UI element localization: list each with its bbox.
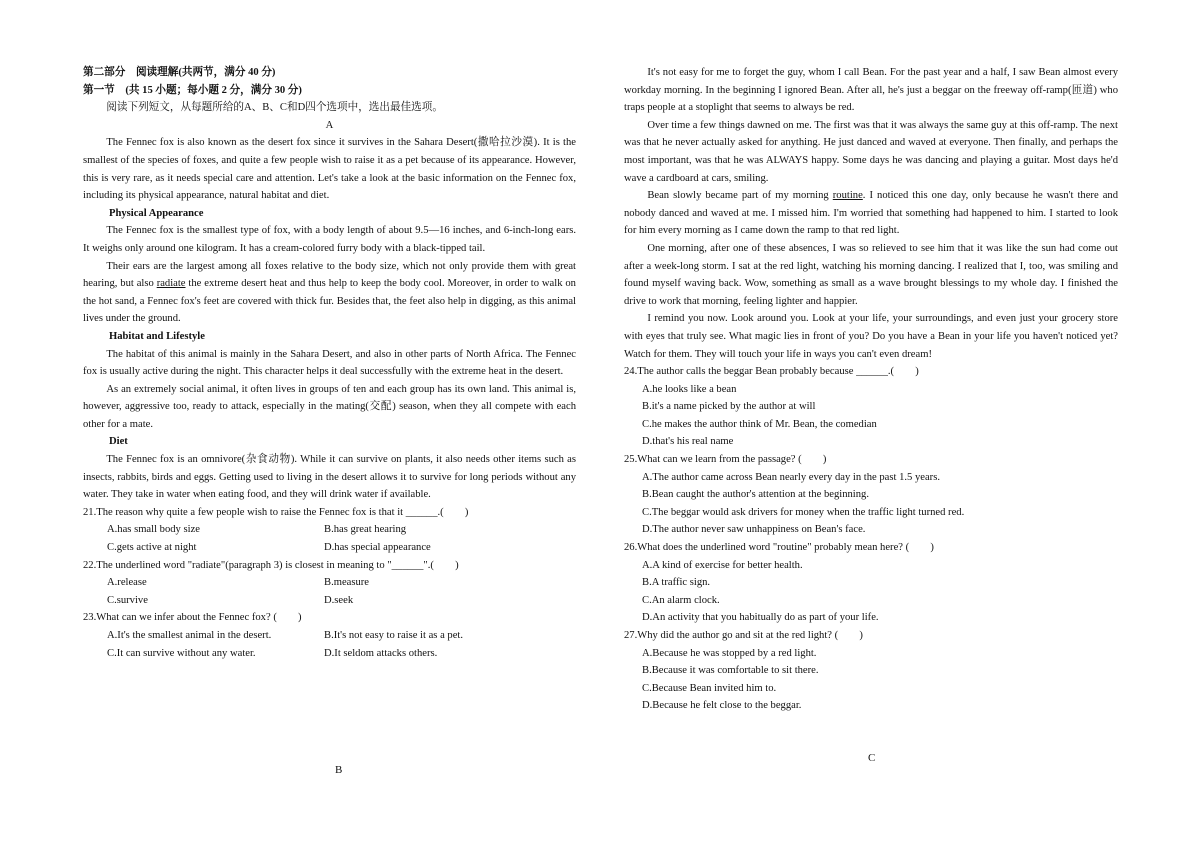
section-title: 第一节 (共 15 小题；每小题 2 分，满分 30 分) bbox=[83, 84, 302, 96]
question-27: 27.Why did the author go and sit at the red light? ( ) bbox=[624, 630, 863, 641]
option-22-b: B.measure bbox=[324, 577, 370, 589]
question-21-options bbox=[83, 521, 576, 556]
option-25-a: A.The author came across Bean nearly every day in the past 1.5 years. bbox=[642, 471, 940, 483]
passage-letter-b: B bbox=[335, 764, 343, 776]
option-27-c: C.Because Bean invited him to. bbox=[642, 682, 777, 694]
option-26-d: D.An activity that you habitually do as part of your life. bbox=[642, 612, 879, 624]
question-22: 22.The underlined word "radiate"(paragraph 3) is closest in meaning to "______".( ) bbox=[83, 559, 459, 571]
question-22-options bbox=[83, 574, 576, 609]
passage-b-paragraph-5: I remind you now. Look around you. Look at your life, your surroundings, and even just your grocery store with eyes that truly see. What magic lies in front of you? Do you have a Bean in your life you haven't noticed yet? Watch for them. They will touch your life in ways you can't even dream! bbox=[624, 313, 1118, 360]
question-26: 26.What does the underlined word "routine" probably mean here? ( ) bbox=[624, 542, 934, 554]
question-24-options bbox=[624, 381, 1118, 451]
question-23: 23.What can we infer about the Fennec fox? ( ) bbox=[83, 612, 302, 624]
question-25: 25.What can we learn from the passage? ( ) bbox=[624, 454, 827, 466]
question-25-options bbox=[624, 469, 1118, 539]
right-column bbox=[624, 64, 1118, 715]
passage-a-intro: The Fennec fox is also known as the desert fox since it survives in the Sahara Desert(撒哈拉沙漠). It is the smallest of the species of foxes, and quite a few people wish to raise it as a pet because of its appearance. However, this is very rare, as it needs special care and attention. Let's take a look at the basic information on the Fennec fox, including its physical appearance, natural habitat and diet. bbox=[83, 137, 576, 202]
passage-b-paragraph-3 bbox=[624, 187, 1118, 240]
paragraph-habitat-1: The habitat of this animal is mainly in the Sahara Desert, and also in other parts of North Africa. The Fennec fox is usually active during the night. This character helps it deal successfully with the extreme heat in the desert. bbox=[83, 348, 576, 378]
instruction: 阅读下列短文，从每题所给的A、B、C和D四个选项中，选出最佳选项。 bbox=[106, 102, 443, 114]
option-21-a: A.has small body size bbox=[107, 524, 200, 536]
passage-b-paragraph-3-a: Bean slowly became part of my morning bbox=[647, 190, 833, 202]
part-title: 第二部分 阅读理解(共两节，满分 40 分) bbox=[83, 67, 276, 78]
option-25-d: D.The author never saw unhappiness on Bean's face. bbox=[642, 524, 866, 536]
passage-letter-c: C bbox=[868, 752, 876, 764]
option-21-b: B.has great hearing bbox=[324, 524, 407, 536]
paragraph-physical-2-a: Their ears are the largest among all foxes relative to the body size, which not only provide them with great hearing, but also bbox=[83, 260, 576, 290]
passage-b-paragraph-2: Over time a few things dawned on me. The first was that it was always the same guy at this off-ramp. The next was that he never actually asked for anything. He just danced and waved at everyone. Then finally, and perhaps the most important, was that he was ALWAYS happy. Some days he was dancing and playing a guitar. Most days he'd wave a cardboard at cars, smiling. bbox=[624, 119, 1118, 184]
passage-letter-a: A bbox=[325, 119, 334, 131]
passage-b-paragraph-4: One morning, after one of these absences, I was so relieved to see him that it was like the sun had come out after a week-long storm. I sat at the red light, watching his morning dancing. I realized that I, too, was smiling and found myself waving back. Wow, something as small as a wave brought blessings to my whole day. I finished the drive to work that morning, feeling lighter and happier. bbox=[624, 242, 1118, 307]
question-27-options bbox=[624, 645, 1118, 715]
option-24-c: C.he makes the author think of Mr. Bean, the comedian bbox=[642, 418, 877, 430]
underlined-word-radiate: radiate bbox=[156, 278, 186, 290]
question-24: 24.The author calls the beggar Bean probably because ______.( ) bbox=[624, 366, 919, 378]
question-23-options bbox=[83, 627, 576, 662]
heading-habitat: Habitat and Lifestyle bbox=[109, 330, 205, 342]
paragraph-diet: The Fennec fox is an omnivore(杂食动物). While it can survive on plants, it also needs other items such as insects, rabbits, birds and eggs. Getting used to living in the desert allows it to survive for long periods without any water. They take in water when eating food, and they will drink water if available. bbox=[83, 454, 576, 501]
option-21-d: D.has special appearance bbox=[324, 542, 431, 554]
option-25-b: B.Bean caught the author's attention at the beginning. bbox=[642, 489, 869, 501]
question-26-options bbox=[624, 557, 1118, 627]
option-23-b: B.It's not easy to raise it as a pet. bbox=[324, 630, 464, 641]
option-25-c: C.The beggar would ask drivers for money when the traffic light turned red. bbox=[642, 506, 965, 518]
option-27-b: B.Because it was comfortable to sit there. bbox=[642, 665, 819, 677]
paragraph-physical-1: The Fennec fox is the smallest type of fox, with a body length of about 9.5—16 inches, and 6-inch-long ears. It weighs only around one kilogram. It has a cream-colored furry body with a black-tipped tail. bbox=[83, 225, 576, 254]
option-23-c: C.It can survive without any water. bbox=[107, 647, 256, 659]
option-23-a: A.It's the smallest animal in the desert. bbox=[107, 630, 272, 641]
option-27-a: A.Because he was stopped by a red light. bbox=[642, 647, 817, 659]
passage-b-paragraph-1: It's not easy for me to forget the guy, whom I call Bean. For the past year and a half, I saw Bean almost every workday morning. In the beginning I ignored Bean. After all, he's just a beggar on the freeway off-ramp(匝道) who traps people at a stoplight that seems to always be red. bbox=[624, 67, 1118, 114]
option-26-a: A.A kind of exercise for better health. bbox=[642, 559, 803, 571]
left-column bbox=[83, 64, 576, 662]
option-22-d: D.seek bbox=[324, 594, 354, 606]
paragraph-physical-2-b: the extreme desert heat and thus help to keep the body cool. Moreover, in order to walk on the hot sand, a Fennec fox's feet are covered with thick fur. Besides that, the feet also help in digging, as this animal lives under the ground. bbox=[83, 278, 576, 325]
heading-physical-appearance: Physical Appearance bbox=[109, 207, 204, 219]
paragraph-habitat-2: As an extremely social animal, it often lives in groups of ten and each group has its own land. This animal is, however, aggressive too, ready to attack, especially in the mating(交配) season, when they all compete with each other for a mate. bbox=[83, 383, 576, 430]
option-26-b: B.A traffic sign. bbox=[642, 577, 711, 589]
question-21: 21.The reason why quite a few people wish to raise the Fennec fox is that it ______.( ) bbox=[83, 506, 469, 518]
option-26-c: C.An alarm clock. bbox=[642, 594, 720, 606]
option-24-b: B.it's a name picked by the author at will bbox=[642, 401, 816, 413]
option-24-a: A.he looks like a bean bbox=[642, 383, 737, 395]
option-21-c: C.gets active at night bbox=[107, 542, 197, 554]
option-22-c: C.survive bbox=[107, 594, 148, 606]
option-22-a: A.release bbox=[107, 577, 147, 589]
option-23-d: D.It seldom attacks others. bbox=[324, 647, 438, 659]
underlined-word-routine: routine bbox=[832, 190, 863, 202]
heading-diet: Diet bbox=[109, 436, 128, 448]
passage-b-paragraph-3-b: . I noticed this one day, only because he wasn't there and nobody danced and waved at me. I missed him. I'm worried that something had happened to him. I started to look for him every morning as I came down the ramp to that red light. bbox=[624, 190, 1118, 237]
option-24-d: D.that's his real name bbox=[642, 436, 734, 448]
option-27-d: D.Because he felt close to the beggar. bbox=[642, 700, 802, 712]
paragraph-physical-2 bbox=[83, 258, 576, 328]
